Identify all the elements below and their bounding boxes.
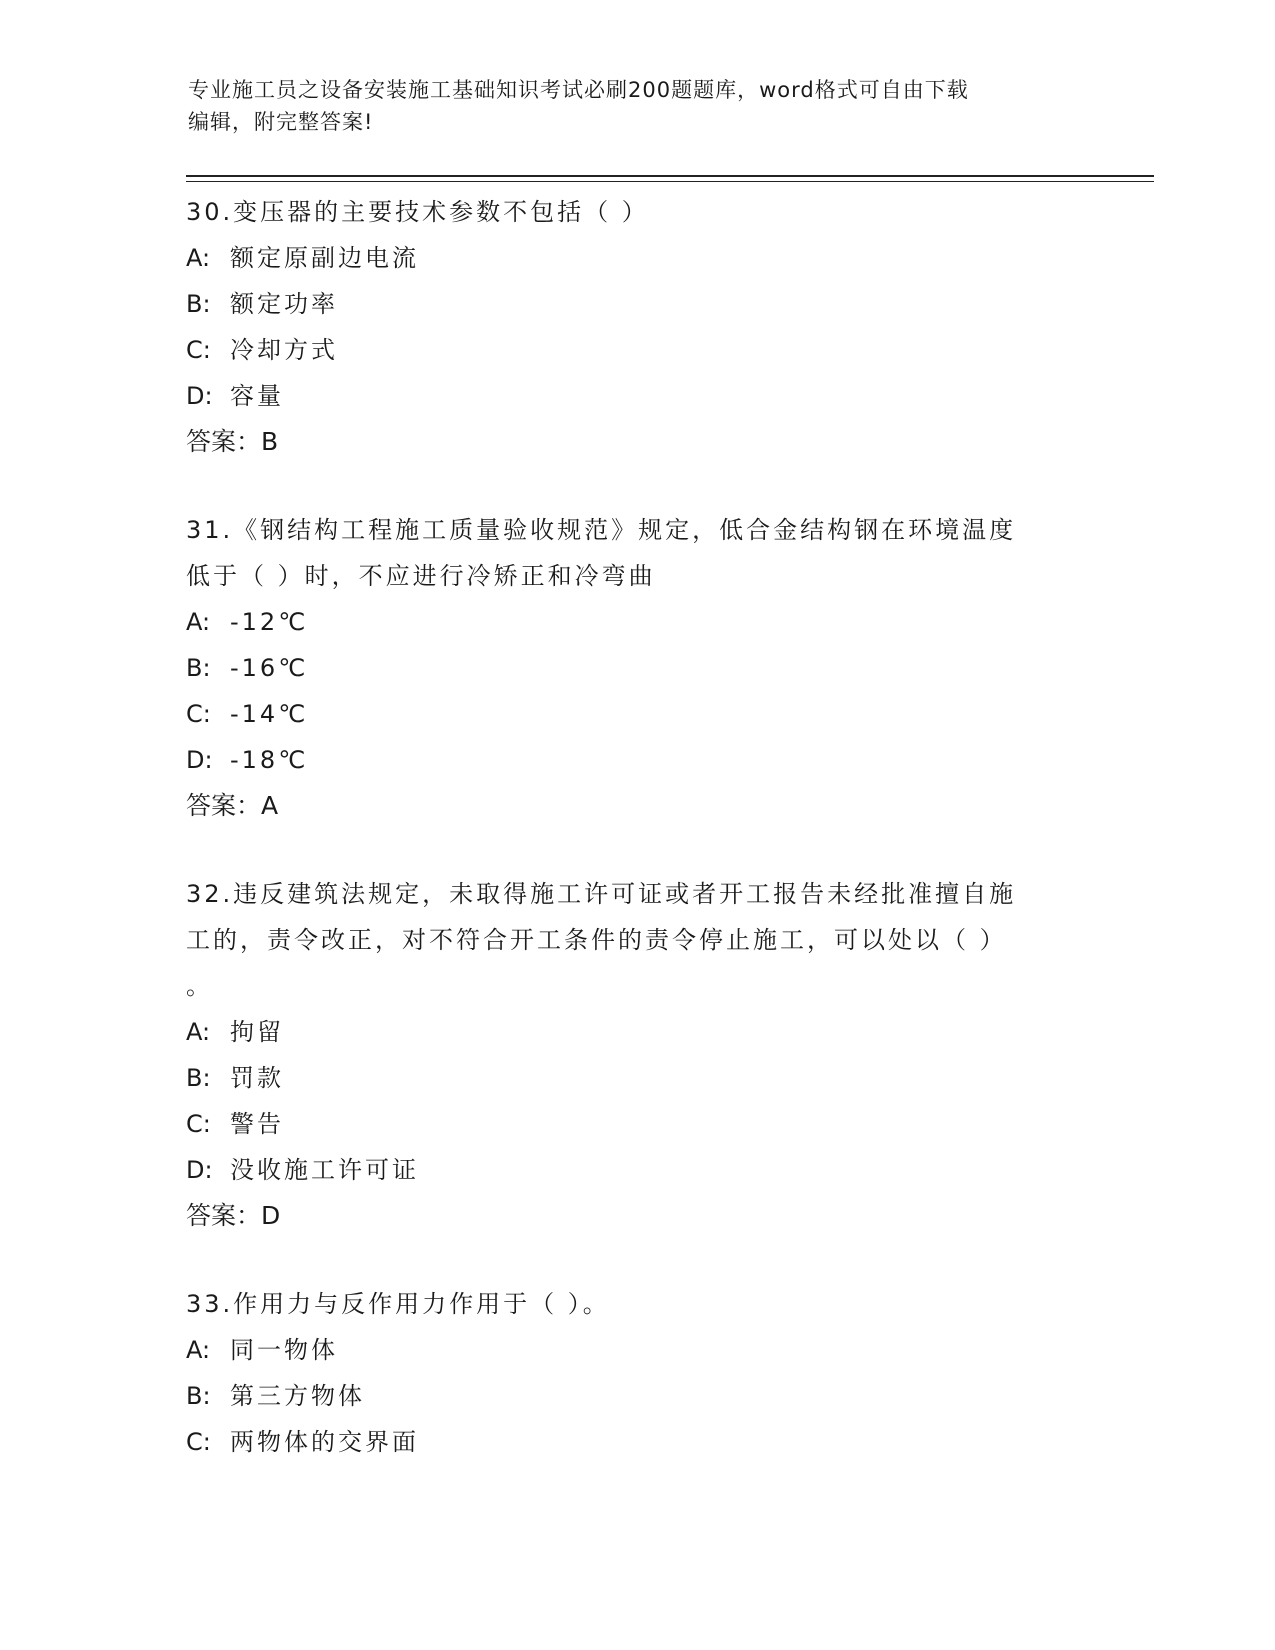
option-row [186, 645, 1086, 691]
option-row [186, 1373, 1086, 1419]
document-header [188, 74, 1068, 138]
option-letter: D: [186, 746, 213, 774]
option-row [186, 281, 1086, 327]
option-text: 容量 [230, 382, 284, 410]
option-text: -12℃ [230, 608, 309, 636]
option-text: 罚款 [230, 1064, 284, 1092]
option-letter: A: [186, 608, 211, 636]
question-text: 32.违反建筑法规定，未取得施工许可证或者开工报告未经批准擅自施 [186, 880, 1017, 908]
option-row [186, 235, 1086, 281]
answer-line: 答案：D [186, 1201, 281, 1230]
question-text: 31.《钢结构工程施工质量验收规范》规定，低合金结构钢在环境温度 [186, 516, 1017, 544]
option-text: 同一物体 [230, 1336, 338, 1364]
option-row [186, 373, 1086, 419]
option-letter: C: [186, 1428, 211, 1456]
option-row [186, 737, 1086, 783]
option-text: 没收施工许可证 [230, 1156, 419, 1184]
option-letter: C: [186, 700, 211, 728]
option-text: -16℃ [230, 654, 309, 682]
question-block [186, 507, 1086, 829]
option-row [186, 1055, 1086, 1101]
question-block [186, 871, 1086, 1239]
question-text: 33.作用力与反作用力作用于（ ）。 [186, 1290, 610, 1318]
option-row [186, 327, 1086, 373]
option-text: 第三方物体 [230, 1382, 365, 1410]
option-row [186, 1101, 1086, 1147]
header-divider-thick [186, 175, 1154, 177]
option-text: 两物体的交界面 [230, 1428, 419, 1456]
option-letter: A: [186, 1336, 211, 1364]
header-line-1: 专业施工员之设备安装施工基础知识考试必刷200题题库，word格式可自由下载 [188, 78, 969, 102]
option-text: 警告 [230, 1110, 284, 1138]
option-letter: A: [186, 1018, 211, 1046]
option-text: 冷却方式 [230, 336, 338, 364]
option-row [186, 1009, 1086, 1055]
option-text: 额定原副边电流 [230, 244, 419, 272]
option-letter: B: [186, 1382, 211, 1410]
option-row [186, 1419, 1086, 1465]
spacer [186, 829, 1086, 871]
option-letter: C: [186, 1110, 211, 1138]
question-text: 工的，责令改正，对不符合开工条件的责令停止施工，可以处以（ ） [186, 926, 1007, 954]
option-row [186, 599, 1086, 645]
answer-line: 答案：B [186, 427, 279, 456]
option-row [186, 1147, 1086, 1193]
option-letter: D: [186, 382, 213, 410]
option-row [186, 1327, 1086, 1373]
spacer [186, 1239, 1086, 1281]
question-block [186, 189, 1086, 465]
spacer [186, 465, 1086, 507]
option-text: -18℃ [230, 746, 309, 774]
option-letter: B: [186, 290, 211, 318]
question-text: 30.变压器的主要技术参数不包括（ ） [186, 198, 649, 226]
header-line-2: 编辑，附完整答案! [188, 110, 374, 134]
option-letter: A: [186, 244, 211, 272]
option-text: -14℃ [230, 700, 309, 728]
option-letter: C: [186, 336, 211, 364]
answer-line: 答案：A [186, 791, 279, 820]
option-row [186, 691, 1086, 737]
question-text: 低于（ ）时，不应进行冷矫正和冷弯曲 [186, 562, 656, 590]
option-letter: B: [186, 654, 211, 682]
option-letter: B: [186, 1064, 211, 1092]
header-divider-thin [186, 181, 1154, 182]
question-text: 。 [186, 972, 213, 1000]
option-text: 额定功率 [230, 290, 338, 318]
question-block [186, 1281, 1086, 1465]
option-text: 拘留 [230, 1018, 284, 1046]
question-list [186, 189, 1086, 1465]
option-letter: D: [186, 1156, 213, 1184]
